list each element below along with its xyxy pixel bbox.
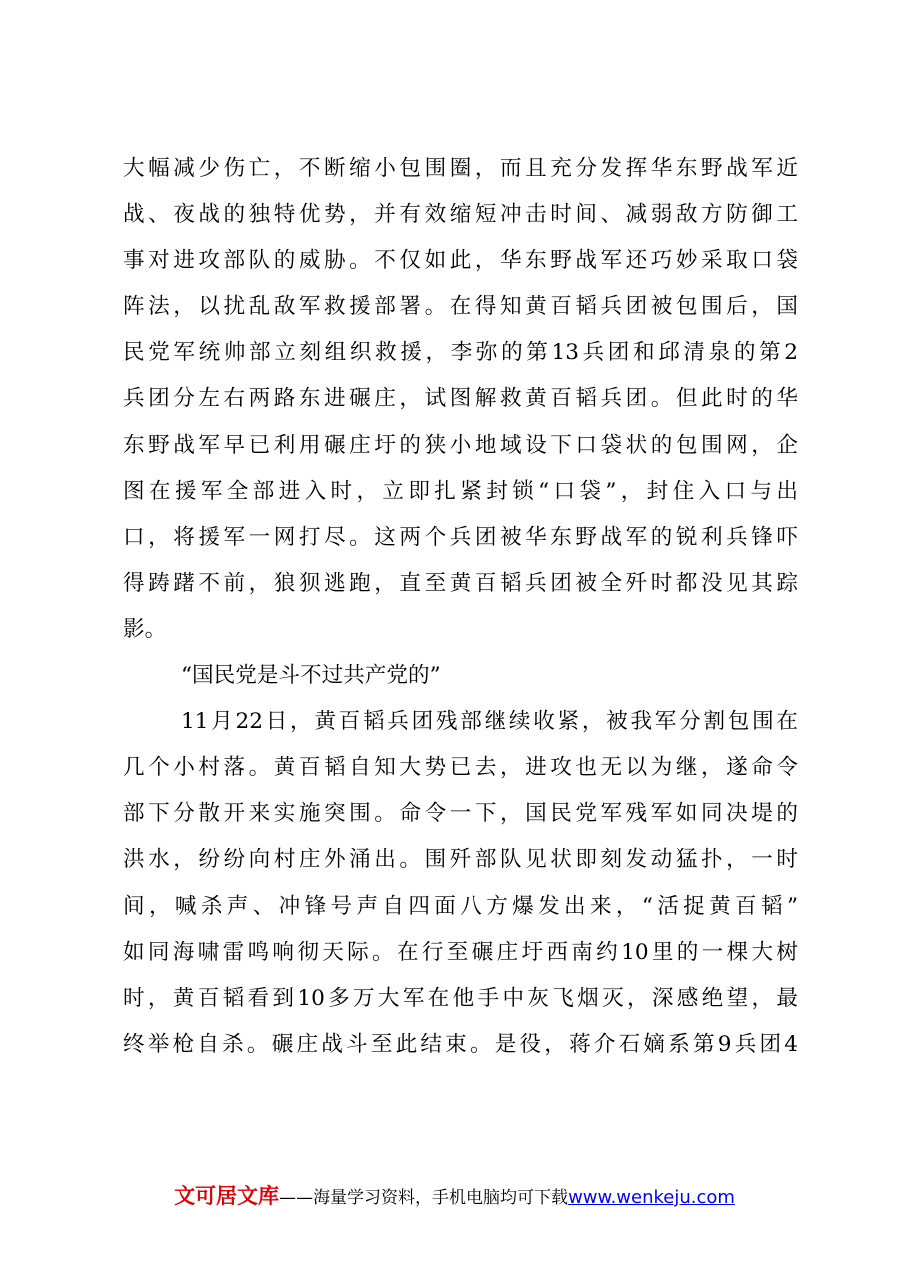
text-line: 终举枪自杀。碾庄战斗至此结束。是役，蒋介石嫡系第9兵团4 bbox=[123, 1031, 798, 1057]
text-line: 洪水，纷纷向村庄外涌出。围歼部队见状即刻发动猛扑，一时 bbox=[123, 847, 798, 873]
site-link[interactable]: www.wenkeju.com bbox=[568, 1187, 735, 1208]
text-line: 时，黄百韬看到10多万大军在他手中灰飞烟灭，深感绝望，最 bbox=[123, 985, 798, 1011]
text-line: 影。 bbox=[123, 616, 167, 642]
text-line: 图在援军全部进入时，立即扎紧封锁“口袋”，封住入口与出 bbox=[123, 478, 798, 504]
footer-dash: —— bbox=[279, 1188, 314, 1208]
text-line: 事对进攻部队的威胁。不仅如此，华东野战军还巧妙采取口袋 bbox=[123, 248, 798, 274]
text-line: 得踌躇不前，狼狈逃跑，直至黄百韬兵团被全歼时都没见其踪 bbox=[123, 570, 798, 596]
brand-name: 文可居文库 bbox=[174, 1184, 280, 1208]
text-line: 大幅减少伤亡，不断缩小包围圈，而且充分发挥华东野战军近 bbox=[123, 156, 798, 181]
text-line: 11月22日，黄百韬兵团残部继续收紧，被我军分割包围在 bbox=[181, 709, 798, 735]
text-line: 阵法，以扰乱敌军救援部署。在得知黄百韬兵团被包围后，国 bbox=[123, 294, 798, 320]
article-body bbox=[123, 146, 798, 1068]
text-line: 民党军统帅部立刻组织救援，李弥的第13兵团和邱清泉的第2 bbox=[123, 340, 798, 366]
text-line: 如同海啸雷鸣响彻天际。在行至碾庄圩西南约10里的一棵大树 bbox=[123, 939, 798, 965]
text-line: 口，将援军一网打尽。这两个兵团被华东野战军的锐利兵锋吓 bbox=[123, 524, 798, 550]
text-line: 间，喊杀声、冲锋号声自四面八方爆发出来，“活捉黄百韬” bbox=[123, 893, 798, 919]
text-line: 战、夜战的独特优势，并有效缩短冲击时间、减弱敌方防御工 bbox=[123, 202, 798, 228]
page-footer bbox=[0, 1180, 909, 1210]
footer-slogan: 海量学习资料，手机电脑均可下载 bbox=[313, 1188, 569, 1208]
text-line: 东野战军早已利用碾庄圩的狭小地域设下口袋状的包围网，企 bbox=[123, 432, 798, 458]
text-line: 兵团分左右两路东进碾庄，试图解救黄百韬兵团。但此时的华 bbox=[123, 386, 798, 412]
text-line: 部下分散开来实施突围。命令一下，国民党军残军如同决堤的 bbox=[123, 801, 798, 827]
section-heading: “国民党是斗不过共产党的” bbox=[181, 663, 441, 689]
text-line: 几个小村落。黄百韬自知大势已去，进攻也无以为继，遂命令 bbox=[123, 755, 798, 781]
